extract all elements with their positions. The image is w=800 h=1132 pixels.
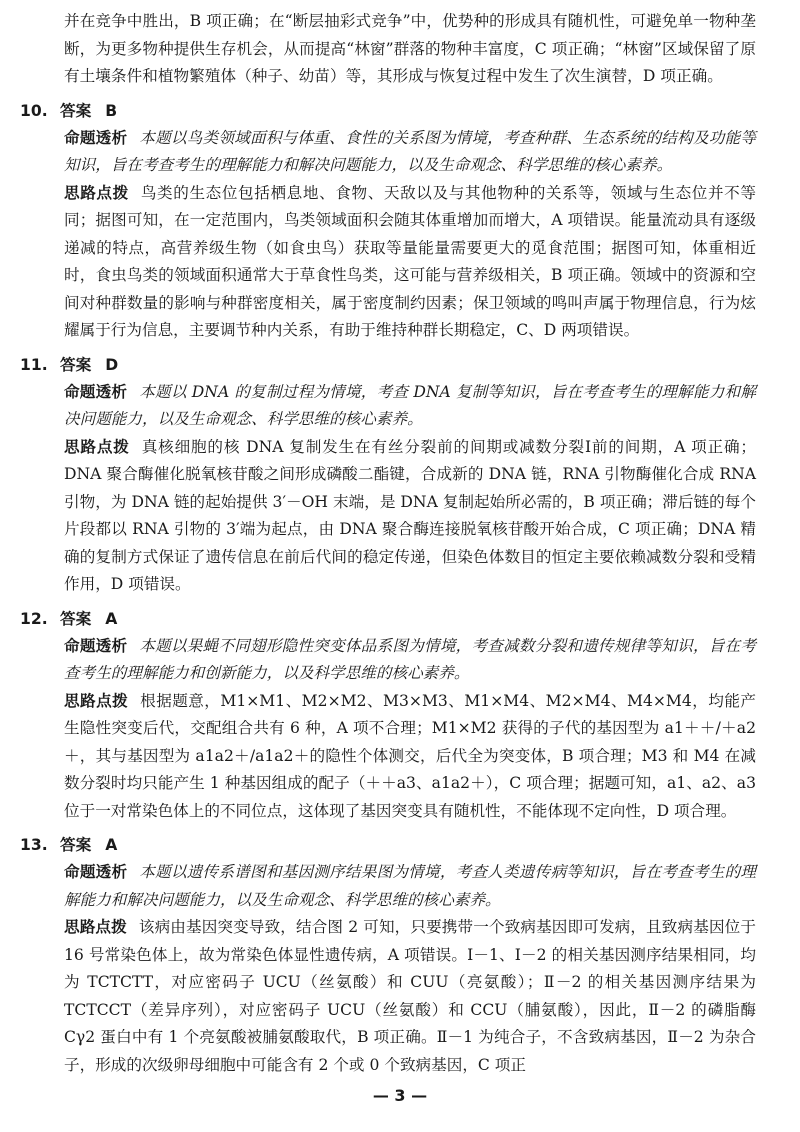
approach-text: 真核细胞的核 DNA 复制发生在有丝分裂前的间期或减数分裂Ⅰ前的间期，A 项正确；DNA 聚合酶催化脱氧核苷酸之间形成磷酸二酯键，合成新的 DNA 链，RNA 引物酶催化合成 RNA 引物，为 DNA 链的起始提供 3′－OH 末端，是 DNA 复制起始所必需的，B 项正确；滞后链的每个片段都以 RNA 引物的 3′端为起点，由 DNA 聚合酶连接脱氧核苷酸开始合成，C 项正确；DNA 精确的复制方式保证了遗传信息在前后代间的稳定传递，但染色体数目的恒定主要依赖减数分裂和受精作用，D 项错误。 bbox=[64, 437, 756, 593]
question-number: 13. bbox=[20, 836, 48, 854]
analysis-section bbox=[64, 125, 756, 180]
approach-label: 思路点拨 bbox=[64, 183, 129, 202]
analysis-label: 命题透析 bbox=[64, 636, 128, 655]
question-12 bbox=[20, 605, 756, 826]
question-10 bbox=[20, 97, 756, 345]
intro-paragraph: 并在竞争中胜出，B 项正确；在“断层抽彩式竞争”中，优势种的形成具有随机性，可避免单一物种垄断，为更多物种提供生存机会，从而提高“林窗”群落的物种丰富度，C 项正确；“林窗”区域保留了原有土壤条件和植物繁殖体（种子、幼苗）等，其形成与恢复过程中发生了次生演替，D 项正确。 bbox=[64, 12, 756, 85]
question-header bbox=[20, 605, 756, 633]
analysis-text: 本题以遗传系谱图和基因测序结果图为情境，考查人类遗传病等知识，旨在考查考生的理解能力和解决问题能力，以及生命观念、科学思维的核心素养。 bbox=[64, 863, 756, 909]
approach-text: 鸟类的生态位包括栖息地、食物、天敌以及与其他物种的关系等，领域与生态位并不等同；据图可知，在一定范围内，鸟类领域面积会随其体重增加而增大，A 项错误。能量流动具有逐级递减的特点，高营养级生物（如食虫鸟）获取等量能量需要更大的觅食范围；据图可知，体重相近时，食虫鸟类的领域面积通常大于草食性鸟类，这可能与营养级相关，B 项正确。领域中的资源和空间对种群数量的影响与种群密度相关，属于密度制约因素；保卫领域的鸣叫声属于物理信息，行为炫耀属于行为信息，主要调节种内关系，有助于维持种群长期稳定，C、D 两项错误。 bbox=[64, 183, 756, 339]
answer-value: A bbox=[105, 609, 118, 628]
analysis-section bbox=[64, 379, 756, 434]
analysis-section bbox=[64, 633, 756, 688]
question-number: 11. bbox=[20, 355, 48, 374]
question-header bbox=[20, 351, 756, 379]
analysis-text: 本题以果蝇不同翅形隐性突变体品系图为情境，考查减数分裂和遗传规律等知识，旨在考查考生的理解能力和创新能力，以及科学思维的核心素养。 bbox=[64, 636, 756, 682]
question-header bbox=[20, 97, 756, 125]
approach-text: 根据题意，M1×M1、M2×M2、M3×M3、M1×M4、M2×M4、M4×M4，均能产生隐性突变后代，交配组合共有 6 种，A 项不合理；M1×M2 获得的子代的基因型为 a1＋＋/＋a2＋，其与基因型为 a1a2＋/a1a2＋的隐性个体测交，后代全为突变体，B 项合理；M3 和 M4 在减数分裂时均只能产生 1 种基因组成的配子（＋＋a3、a1a2＋），C 项合理；据题可知，a1、a2、a3 位于一对常染色体上的不同位点，这体现了基因突变具有随机性，不能体现不定向性，D 项合理。 bbox=[64, 691, 756, 820]
approach-section bbox=[64, 434, 756, 599]
analysis-label: 命题透析 bbox=[64, 382, 128, 401]
answer-label: 答案 bbox=[60, 609, 92, 628]
analysis-label: 命题透析 bbox=[64, 128, 128, 147]
page-number: — 3 — bbox=[372, 1086, 428, 1105]
answer-value: B bbox=[105, 101, 118, 120]
approach-section bbox=[64, 688, 756, 826]
answer-label: 答案 bbox=[60, 355, 92, 374]
approach-section bbox=[64, 914, 756, 1079]
approach-text: 该病由基因突变导致，结合图 2 可知，只要携带一个致病基因即可发病，且致病基因位于 16 号常染色体上，故为常染色体显性遗传病，A 项错误。Ⅰ－1、Ⅰ－2 的相关基因测序结果相同，均为 TCTCTT，对应密码子 UCU（丝氨酸）和 CUU（亮氨酸）；Ⅱ－2 的相关基因测序结果为 TCTCCT（差异序列），对应密码子 UCU（丝氨酸）和 CCU（脯氨酸），因此，Ⅱ－2 的磷脂酶 Cγ2 蛋白中有 1 个亮氨酸被脯氨酸取代，B 项正确。Ⅱ－1 为纯合子，不含致病基因，Ⅱ－2 为杂合子，形成的次级卵母细胞中可能含有 2 个或 0 个致病基因，C 项正 bbox=[64, 918, 756, 1074]
answer-label: 答案 bbox=[60, 101, 92, 120]
answer-label: 答案 bbox=[60, 836, 92, 854]
approach-label: 思路点拨 bbox=[64, 691, 129, 710]
answer-value: D bbox=[105, 355, 119, 374]
answer-value: A bbox=[105, 836, 118, 854]
approach-label: 思路点拨 bbox=[64, 437, 130, 456]
question-number: 10. bbox=[20, 101, 48, 120]
approach-label: 思路点拨 bbox=[64, 918, 127, 936]
question-number: 12. bbox=[20, 609, 48, 628]
question-13 bbox=[20, 831, 756, 1079]
analysis-text: 本题以 DNA 的复制过程为情境，考查 DNA 复制等知识，旨在考查考生的理解能力和解决问题能力，以及生命观念、科学思维的核心素养。 bbox=[64, 382, 756, 428]
analysis-label: 命题透析 bbox=[64, 863, 128, 881]
analysis-section bbox=[64, 859, 756, 914]
analysis-text: 本题以鸟类领域面积与体重、食性的关系图为情境，考查种群、生态系统的结构及功能等知识，旨在考查考生的理解能力和解决问题能力，以及生命观念、科学思维的核心素养。 bbox=[64, 128, 756, 174]
approach-section bbox=[64, 180, 756, 345]
question-11 bbox=[20, 351, 756, 599]
question-header bbox=[20, 831, 756, 859]
